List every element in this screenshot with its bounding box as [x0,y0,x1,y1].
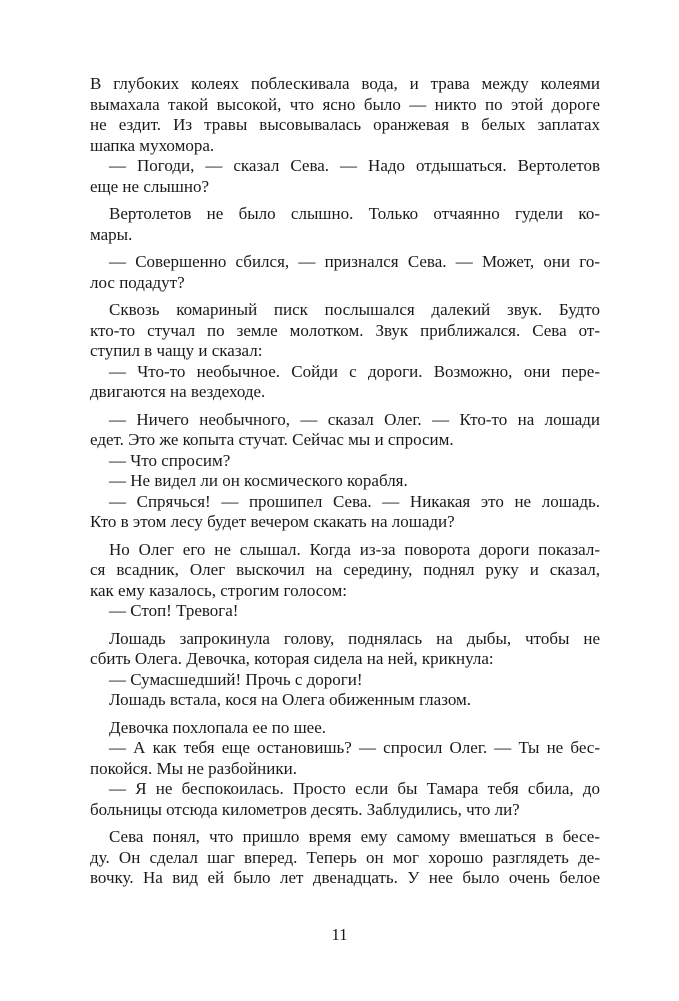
text-line: Сева понял, что пришло время ему самому вмешаться в бесе- [109,827,600,846]
text-line: едет. Это же копыта стучат. Сейчас мы и спросим. [90,430,454,449]
text-line: ду. Он сделал шаг вперед. Теперь он мог хорошо разглядеть де- [90,847,600,867]
text-line: не ездит. Из травы высовывалась оранжевая в белых заплатах [90,115,600,134]
text-line: — Не видел ли он космического корабля. [109,471,408,490]
text-line: как ему казалось, строгим голосом: [90,580,347,600]
text-line: — Что спросим? [109,450,231,470]
text-line: вымахала такой высокой, что ясно было — никто по этой дороге [90,94,600,114]
text-line: — Ничего необычного, — сказал Олег. — Кто-то на лошади [109,409,600,429]
text-line: больницы отсюда километров десять. Заблудились, что ли? [90,799,520,819]
text-line: вочку. На вид ей было лет двенадцать. У нее было очень белое [90,868,600,887]
text-line: — Спрячься! — прошипел Сева. — Никакая это не лошадь. [109,491,600,511]
text-line: ся всадник, Олег выскочил на середину, поднял руку и сказал, [90,560,600,579]
text-line: — Стоп! Тревога! [109,601,239,620]
text-line: — Погоди, — сказал Сева. — Надо отдышаться. Вертолетов [109,156,600,175]
text-line: сбить Олега. Девочка, которая сидела на ней, крикнула: [90,649,494,668]
text-line: В глубоких колеях поблескивала вода, и трава между колеями [90,74,600,93]
text-line: покойся. Мы не разбойники. [90,758,297,778]
text-line: лос подадут? [90,272,185,292]
text-line: Девочка похлопала ее по шее. [109,717,327,737]
page-number: 11 [331,925,348,944]
text-line: кто-то стучал по земле молотком. Звук приближался. Сева от- [90,320,600,340]
text-line: двигаются на вездеходе. [90,382,266,401]
text-line: Вертолетов не было слышно. Только отчаянно гудели ко- [109,204,600,223]
text-line: Лошадь встала, кося на Олега обиженным глазом. [109,690,472,709]
text-line: — А как тебя еще остановишь? — спросил Олег. — Ты не бес- [109,738,600,757]
text-line: — Я не беспокоилась. Просто если бы Тамара тебя сбила, до [109,779,600,798]
text-line: Лошадь запрокинула голову, поднялась на дыбы, чтобы не [109,628,600,648]
text-line: — Совершенно сбился, — признался Сева. — Может, они го- [109,252,600,271]
text-line: мары. [90,224,133,244]
text-line: — Сумасшедший! Прочь с дороги! [109,669,363,689]
text-line: шапка мухомора. [90,135,215,155]
page-text [90,74,600,889]
text-line: ступил в чащу и сказал: [90,341,263,360]
text-line: Кто в этом лесу будет вечером скакать на лошади? [90,512,455,531]
text-line: еще не слышно? [90,176,210,196]
text-line: — Что-то необычное. Сойди с дороги. Возможно, они пере- [109,361,600,381]
text-line: Но Олег его не слышал. Когда из-за поворота дороги показал- [109,539,600,559]
text-line: Сквозь комариный писк послышался далекий звук. Будто [109,300,600,319]
